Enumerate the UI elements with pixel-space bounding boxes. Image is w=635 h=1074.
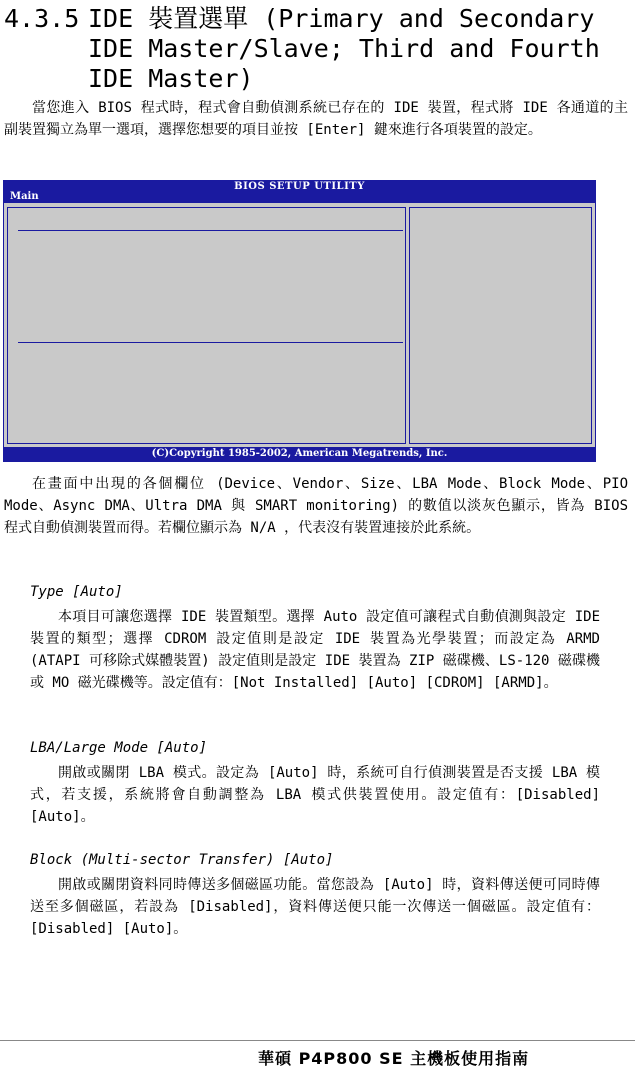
description-paragraph: 在畫面中出現的各個欄位 (Device、Vendor、Size、LBA Mode、Block Mode、PIO Mode、Async DMA、Ultra DMA 與 SMART monitoring) 的數值以淡灰色顯示，皆為 BIOS 程式自動偵測裝置而得。若欄位顯示為 N/A ，代表沒有裝置連接於此系統。 [4, 476, 628, 536]
item-block-mode [30, 850, 610, 937]
item-type [30, 582, 610, 691]
bios-screenshot [3, 180, 596, 462]
section-title: IDE 裝置選單 (Primary and Secondary IDE Master/Slave; Third and Fourth IDE Master) [88, 4, 600, 93]
page-footer: 華碩 P4P800 SE 主機板使用指南 [258, 1049, 530, 1068]
bios-settings-panel [7, 207, 406, 444]
item-title: Block (Multi-sector Transfer) [Auto] [30, 852, 334, 868]
item-title: LBA/Large Mode [Auto] [30, 740, 208, 756]
bios-title: BIOS SETUP UTILITY [234, 181, 365, 192]
item-body: 本項目可讓您選擇 IDE 裝置類型。選擇 Auto 設定值可讓程式自動偵測與設定 IDE 裝置的類型；選擇 CDROM 設定值則是設定 IDE 裝置為光學裝置；而設定為 ARMD (ATAPI 可移除式媒體裝置) 設定值則是設定 IDE 裝置為 ZIP 磁碟機、LS-120 磁碟機或 MO 磁光碟機等。設定值有：[Not Installed] [Auto] [CDROM] [ARMD]。 [30, 609, 600, 691]
item-body: 開啟或關閉 LBA 模式。設定為 [Auto] 時，系統可自行偵測裝置是否支援 LBA 模式，若支援，系統將會自動調整為 LBA 模式供裝置使用。設定值有：[Disabled] [Auto]。 [30, 765, 600, 825]
item-lba-mode [30, 738, 610, 825]
item-title: Type [Auto] [30, 584, 123, 600]
intro-paragraph: 當您進入 BIOS 程式時，程式會自動偵測系統已存在的 IDE 裝置，程式將 IDE 各通道的主副裝置獨立為單一選項，選擇您想要的項目並按 [Enter] 鍵來進行各項裝置的設定。 [4, 100, 628, 138]
item-body: 開啟或關閉資料同時傳送多個磁區功能。當您設為 [Auto] 時，資料傳送便可同時傳送至多個磁區，若設為 [Disabled]，資料傳送便只能一次傳送一個磁區。設定值有：[Disabled] [Auto]。 [30, 877, 600, 937]
footer-rule [0, 1040, 635, 1041]
bios-title-bar [4, 181, 595, 203]
section-number: 4.3.5 [4, 4, 80, 33]
bios-copyright: (C)Copyright 1985-2002, American Megatrends, Inc. [4, 447, 595, 461]
bios-tab-main: Main [10, 191, 39, 202]
bios-divider [18, 342, 403, 343]
bios-help-panel [409, 207, 592, 444]
bios-divider [18, 230, 403, 231]
